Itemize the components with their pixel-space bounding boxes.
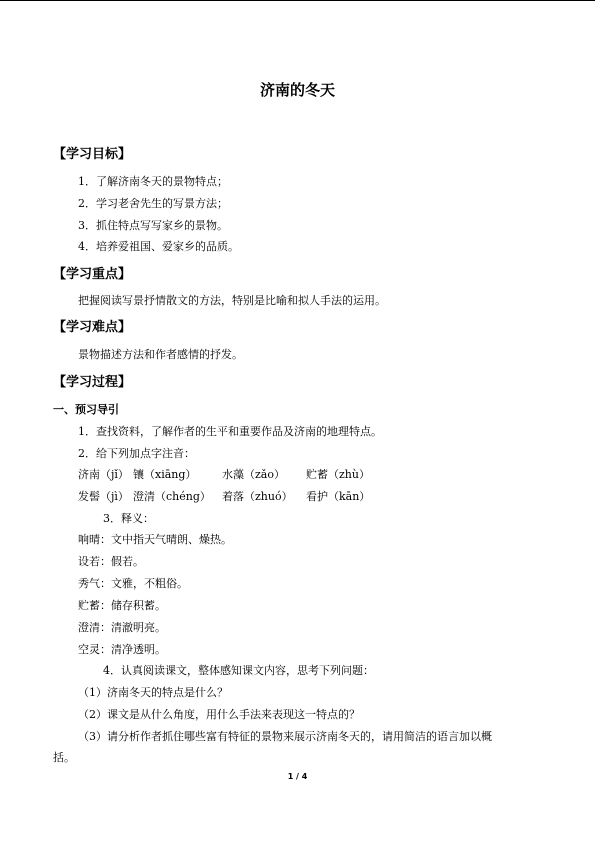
question: （1）济南冬天的特点是什么？: [78, 686, 228, 699]
question-wrap: 括。: [53, 751, 75, 764]
preview-heading: 一、预习导引: [53, 403, 119, 416]
pinyin-row: [78, 468, 478, 482]
pinyin-entry: 澄清（chéng）: [133, 490, 211, 503]
page-number: 1 / 4: [287, 772, 308, 781]
focus-text: 把握阅读写景抒情散文的方法，特别是比喻和拟人手法的运用。: [78, 294, 386, 307]
page-top-rule: [0, 0, 595, 1]
pinyin-row: [78, 490, 478, 504]
definition: 设若：假若。: [78, 555, 144, 568]
preview-item: 1．查找资料，了解作者的生平和重要作品及济南的地理特点。: [78, 425, 382, 438]
goal-item: 4．培养爱祖国、爱家乡的品质。: [78, 240, 239, 253]
section-heading-goals: 【学习目标】: [53, 147, 132, 162]
question: （3）请分析作者抓住哪些富有特征的景物来展示济南冬天的，请用简洁的语言加以概: [78, 730, 492, 743]
definition: 贮蓄：储存积蓄。: [78, 599, 166, 612]
pinyin-entry: 着落（zhuó）: [222, 490, 293, 503]
section-heading-focus: 【学习重点】: [53, 267, 132, 282]
goal-item: 1．了解济南冬天的景物特点；: [78, 175, 228, 188]
pinyin-entry: 水藻（zǎo）: [222, 468, 285, 481]
goal-item: 2．学习老舍先生的写景方法；: [78, 197, 228, 210]
section-heading-difficulty: 【学习难点】: [53, 320, 132, 335]
difficulty-text: 景物描述方法和作者感情的抒发。: [78, 348, 243, 361]
pinyin-entry: 贮蓄（zhù）: [306, 468, 370, 481]
question: （2）课文是从什么角度，用什么手法来表现这一特点的？: [78, 708, 360, 721]
pinyin-entry: 济南（jǐ）: [78, 468, 129, 481]
preview-item: 3．释义：: [103, 512, 154, 525]
section-heading-process: 【学习过程】: [53, 375, 132, 390]
page-title: 济南的冬天: [259, 81, 335, 99]
definition: 空灵：清净透明。: [78, 643, 166, 656]
preview-item: 2．给下列加点字注音：: [78, 447, 195, 460]
definition: 澄清：清澈明亮。: [78, 621, 166, 634]
pinyin-entry: 镶（xiāng）: [133, 468, 197, 481]
pinyin-entry: 发髻（jì）: [78, 490, 129, 503]
definition: 秀气：文雅，不粗俗。: [78, 577, 188, 590]
pinyin-entry: 看护（kān）: [306, 490, 371, 503]
preview-item: 4．认真阅读课文，整体感知课文内容，思考下列问题：: [103, 664, 374, 677]
goal-item: 3．抓住特点写写家乡的景物。: [78, 219, 228, 232]
definition: 响晴：文中指天气晴朗、燥热。: [78, 533, 232, 546]
